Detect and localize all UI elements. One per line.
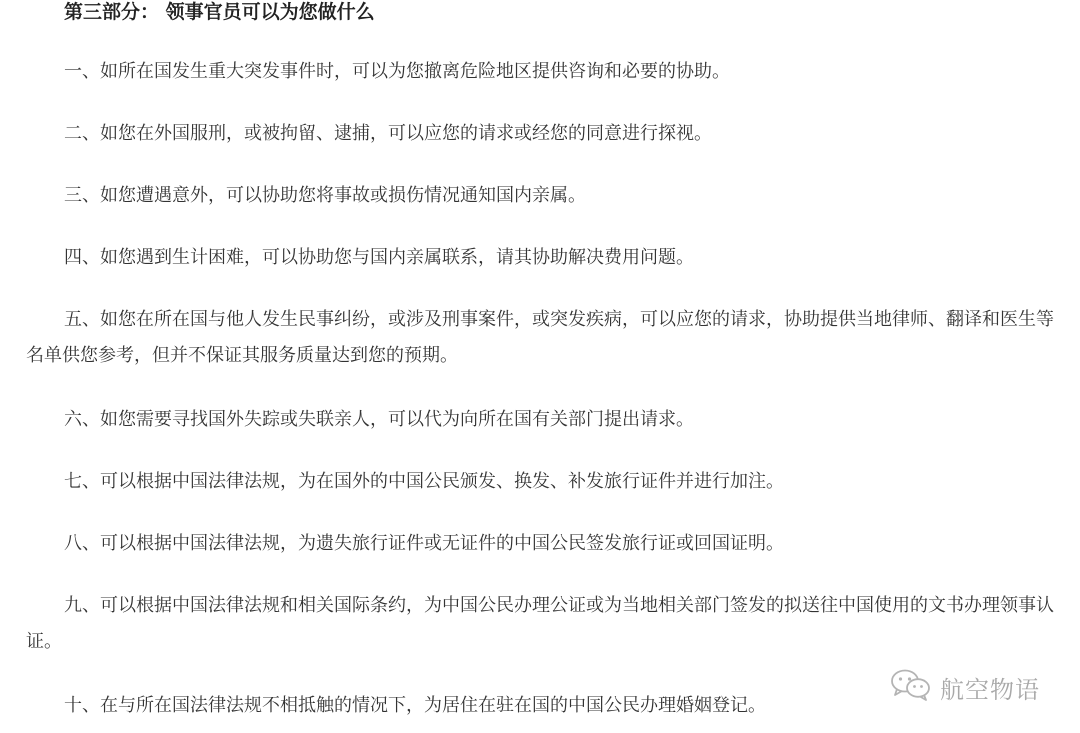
section-heading: 第三部分： 领事官员可以为您做什么 (64, 1, 375, 23)
list-item: 三、如您遭遇意外，可以协助您将事故或损伤情况通知国内亲属。 (64, 185, 586, 206)
watermark (890, 668, 1040, 706)
list-item: 二、如您在外国服刑，或被拘留、逮捕，可以应您的请求或经您的同意进行探视。 (64, 123, 712, 144)
list-item: 一、如所在国发生重大突发事件时，可以为您撤离危险地区提供咨询和必要的协助。 (64, 61, 730, 82)
list-item: 五、如您在所在国与他人发生民事纠纷，或涉及刑事案件，或突发疾病，可以应您的请求，协助提供当地律师、翻译和医生等名单供您参考，但并不保证其服务质量达到您的预期。 (26, 309, 1054, 366)
list-item: 九、可以根据中国法律法规和相关国际条约，为中国公民办理公证或为当地相关部门签发的拟送往中国使用的文书办理领事认证。 (26, 595, 1054, 652)
list-item: 六、如您需要寻找国外失踪或失联亲人，可以代为向所在国有关部门提出请求。 (64, 409, 694, 430)
list-item: 四、如您遇到生计困难，可以协助您与国内亲属联系，请其协助解决费用问题。 (64, 247, 694, 268)
list-item: 十、在与所在国法律法规不相抵触的情况下，为居住在驻在国的中国公民办理婚姻登记。 (64, 695, 766, 716)
list-item: 八、可以根据中国法律法规，为遗失旅行证件或无证件的中国公民签发旅行证或回国证明。 (64, 533, 784, 554)
list-item: 七、可以根据中国法律法规，为在国外的中国公民颁发、换发、补发旅行证件并进行加注。 (64, 471, 784, 492)
watermark-text: 航空物语 (940, 675, 1040, 704)
wechat-icon (890, 668, 932, 706)
